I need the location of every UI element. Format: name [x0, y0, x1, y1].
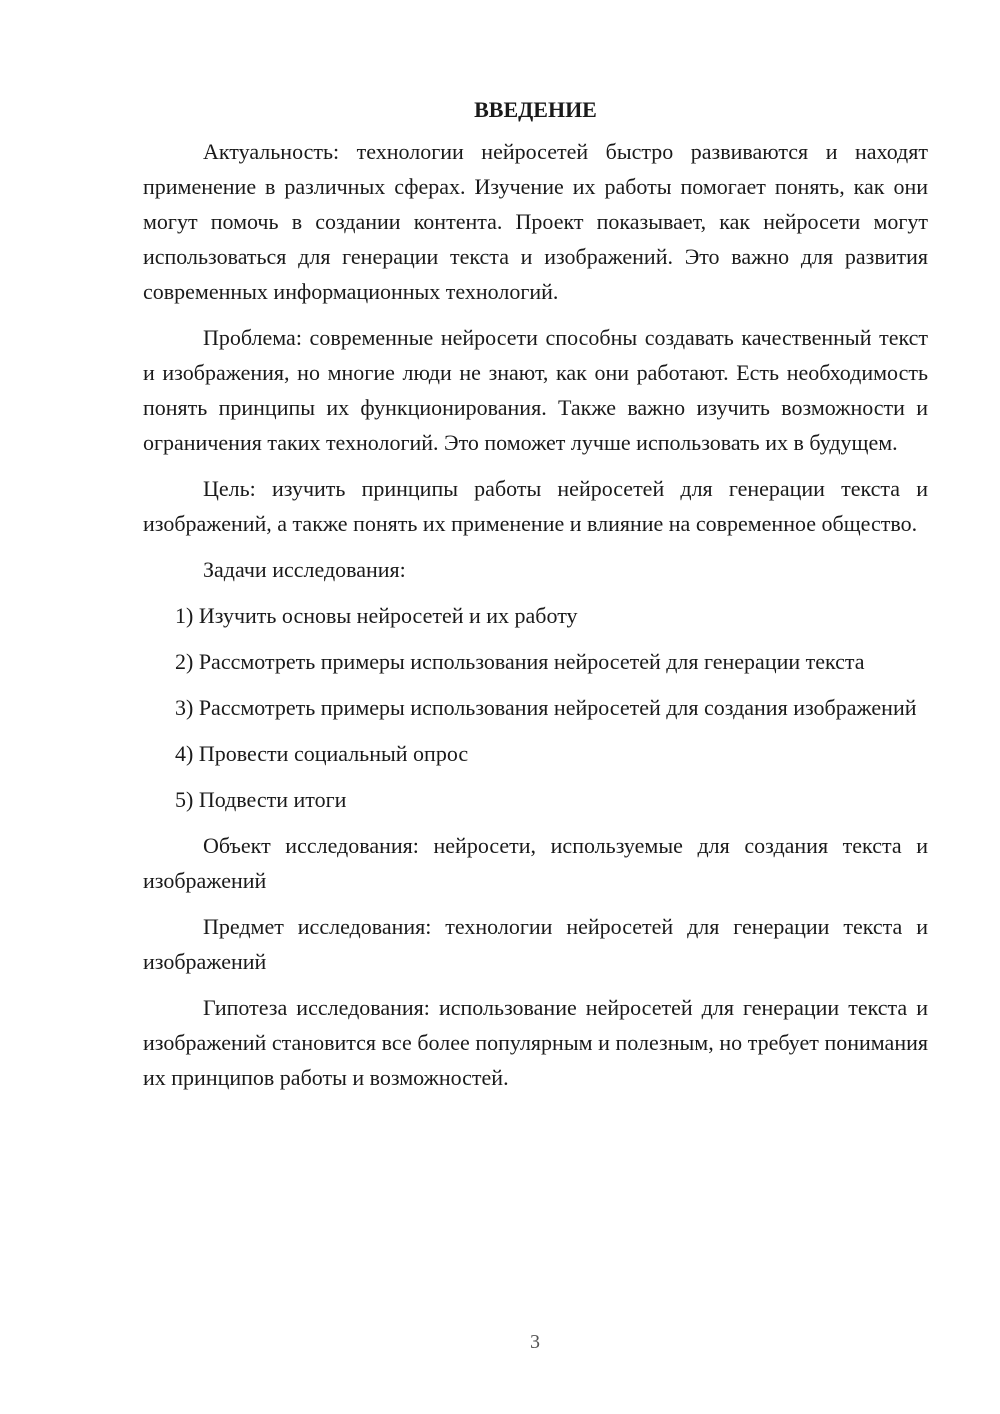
- task-item: 4) Провести социальный опрос: [175, 741, 469, 766]
- paragraph-subject: Предмет исследования: технологии нейросетей для генерации текста и изображений: [143, 914, 928, 974]
- task-item: 2) Рассмотреть примеры использования нейросетей для генерации текста: [175, 649, 865, 674]
- paragraph-relevance: Актуальность: технологии нейросетей быстро развиваются и находят применение в различных сферах. Изучение их работы помогает понять, как они могут помочь в создании контента. Проект показывает, как нейросети могут использоваться для генерации текста и изображений. Это важно для развития современных информационных технологий.: [143, 139, 928, 304]
- task-item: 1) Изучить основы нейросетей и их работу: [175, 603, 578, 628]
- paragraph-object: Объект исследования: нейросети, используемые для создания текста и изображений: [143, 833, 928, 893]
- page-number: 3: [530, 1331, 540, 1353]
- page-title: ВВЕДЕНИЕ: [474, 97, 597, 122]
- paragraph-goal: Цель: изучить принципы работы нейросетей для генерации текста и изображений, а также понять их применение и влияние на современное общество.: [143, 476, 928, 536]
- paragraph-hypothesis: Гипотеза исследования: использование нейросетей для генерации текста и изображений становится все более популярным и полезным, но требует понимания их принципов работы и возможностей.: [143, 995, 928, 1090]
- task-item: 3) Рассмотреть примеры использования нейросетей для создания изображений: [175, 695, 917, 720]
- paragraph-problem: Проблема: современные нейросети способны создавать качественный текст и изображения, но многие люди не знают, как они работают. Есть необходимость понять принципы их функционирования. Также важно изучить возможности и ограничения таких технологий. Это поможет лучше использовать их в будущем.: [143, 325, 928, 455]
- task-item: 5) Подвести итоги: [175, 787, 347, 812]
- tasks-title: Задачи исследования:: [203, 557, 406, 582]
- document-page: [143, 94, 928, 1106]
